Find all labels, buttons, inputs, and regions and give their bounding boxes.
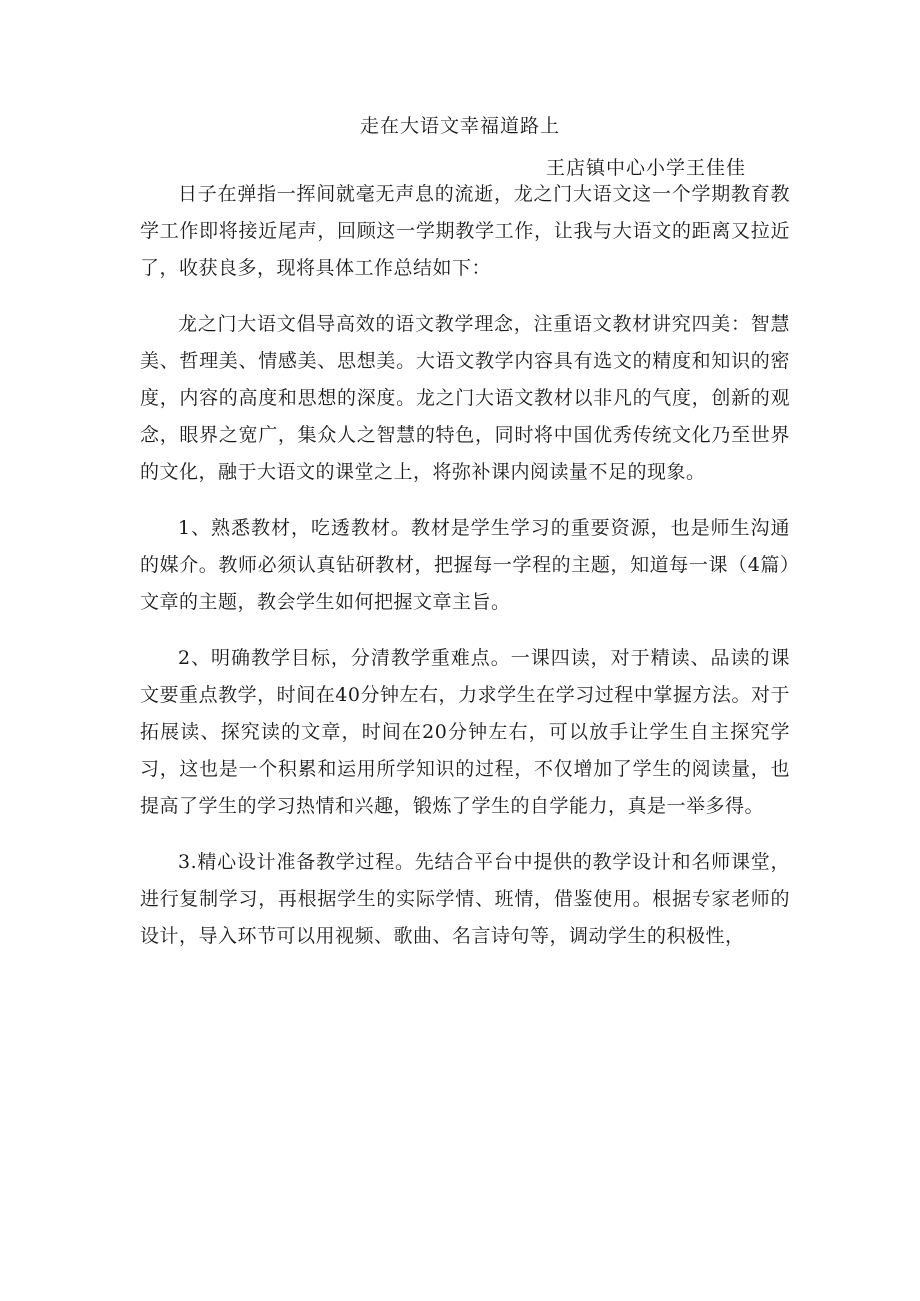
paragraph-point-2: 2、明确教学目标，分清教学重难点。一课四读，对于精读、品读的课文要重点教学，时间在40分钟左右，力求学生在学习过程中掌握方法。对于拓展读、探究读的文章，时间在20分钟左右，可以放手让学生自主探究学习，这也是一个积累和运用所学知识的过程，不仅增加了学生的阅读量，也提高了学生的学习热情和兴趣，锻炼了学生的自学能力，真是一举多得。 [140, 647, 790, 817]
document-body [140, 176, 790, 974]
paragraph-concept: 龙之门大语文倡导高效的语文教学理念，注重语文教材讲究四美：智慧美、哲理美、情感美、思想美。大语文教学内容具有选文的精度和知识的密度，内容的高度和思想的深度。龙之门大语文教材以非凡的气度，创新的观念，眼界之宽广，集众人之智慧的特色，同时将中国优秀传统文化乃至世界的文化，融于大语文的课堂之上，将弥补课内阅读量不足的现象。 [140, 313, 790, 483]
paragraph-point-1: 1、熟悉教材，吃透教材。教材是学生学习的重要资源，也是师生沟通的媒介。教师必须认真钻研教材，把握每一学程的主题，知道每一课（4篇）文章的主题，教会学生如何把握文章主旨。 [140, 517, 790, 613]
document-author: 王店镇中心小学王佳佳 [546, 157, 747, 179]
paragraph-point-3: 3.精心设计准备教学过程。先结合平台中提供的教学设计和名师课堂，进行复制学习，再根据学生的实际学情、班情，借鉴使用。根据专家老师的设计，导入环节可以用视频、歌曲、名言诗句等，调动学生的积极性， [140, 851, 790, 947]
document-title: 走在大语文幸福道路上 [359, 115, 560, 137]
paragraph-intro: 日子在弹指一挥间就毫无声息的流逝，龙之门大语文这一个学期教育教学工作即将接近尾声，回顾这一学期教学工作，让我与大语文的距离又拉近了，收获良多，现将具体工作总结如下： [140, 183, 790, 279]
